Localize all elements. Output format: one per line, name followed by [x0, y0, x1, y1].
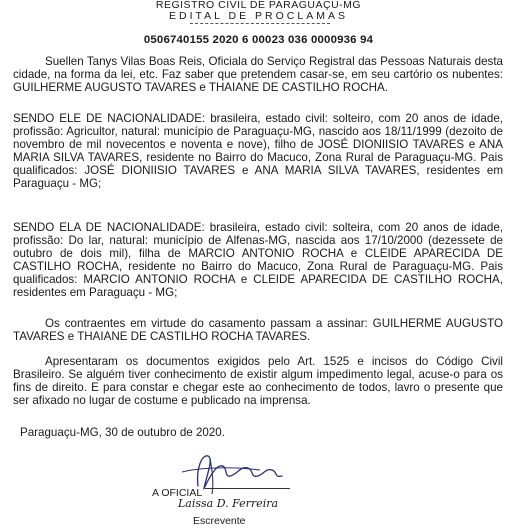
bride-text: SENDO ELA DE NACIONALIDADE: brasileira, estado civil: solteira, com 20 anos de idade, profissão: Do lar, natural: município de Alfenas-MG, nascida aos 17/10/2000 (dezessete de outubro de dois mil), filha de MARCIO ANTONIO ROCHA e CLEIDE APARECIDA DE CASTILHO ROCHA, residente no Bairro do Macuco, Zona Rural de Paraguaçu-MG. Pais qualificados: MARCIO ANTONIO ROCHA e CLEIDE APARECIDA DE CASTILHO ROCHA, residentes em Paraguaçu - MG; [13, 221, 503, 299]
intro-paragraph [13, 56, 503, 95]
issue-date: Paraguaçu-MG, 30 de outubro de 2020. [20, 426, 225, 439]
signers-paragraph [13, 318, 503, 344]
signers-text: Os contraentes em virtude do casamento passam a assinar: GUILHERME AUGUSTO TAVARES e THAIANE DE CASTILHO ROCHA TAVARES. [13, 317, 503, 343]
edital-title: EDITAL DE PROCLAMAS [169, 10, 348, 22]
documents-paragraph [13, 356, 503, 408]
bride-paragraph [13, 222, 503, 299]
header-divider [190, 23, 330, 24]
documents-text: Apresentaram os documentos exigidos pelo Art. 1525 e incisos do Código Civil Brasileiro. Se alguém tiver conhecimento de existir algum impedimento legal, acuse-o para os fins de direito. E para constar e chegar este ao conhecimento de todos, lavro o presente que ser afixado no lugar de costume e publicado na imprensa. [13, 355, 503, 407]
registry-title: REGISTRO CIVIL DE PARAGUAÇU-MG [155, 0, 362, 11]
signer-name: Laissa D. Ferreira [178, 497, 279, 510]
signer-role: Escrevente [193, 515, 246, 527]
groom-paragraph [13, 113, 503, 190]
oficial-label: A OFICIAL [152, 487, 203, 499]
registration-code: 0506740155 2020 6 00023 036 0000936 94 [143, 34, 374, 46]
intro-text: Suellen Tanys Vilas Boas Reis, Oficiala do Serviço Registral das Pessoas Naturais desta cidade, na forma da lei, etc. Faz saber que pretendem casar-se, em seu cartório os nubentes: GUILHERME AUGUSTO TAVARES e THAIANE DE CASTILHO ROCHA. [13, 55, 503, 94]
signature-line [205, 488, 290, 489]
groom-text: SENDO ELE DE NACIONALIDADE: brasileira, estado civil: solteiro, com 20 anos de idade, profissão: Agricultor, natural: município de Paraguaçu-MG, nascido aos 18/11/1999 (dezoito de novembro de mil novecentos e noventa e nove), filho de JOSÉ DIONIISIO TAVARES e ANA MARIA SILVA TAVARES, residente no Bairro do Macuco, Zona Rural de Paraguaçu-MG. Pais qualificados: JOSÉ DIONIISIO TAVARES e ANA MARIA SILVA TAVARES, residentes em Paraguaçu - MG; [13, 112, 503, 190]
